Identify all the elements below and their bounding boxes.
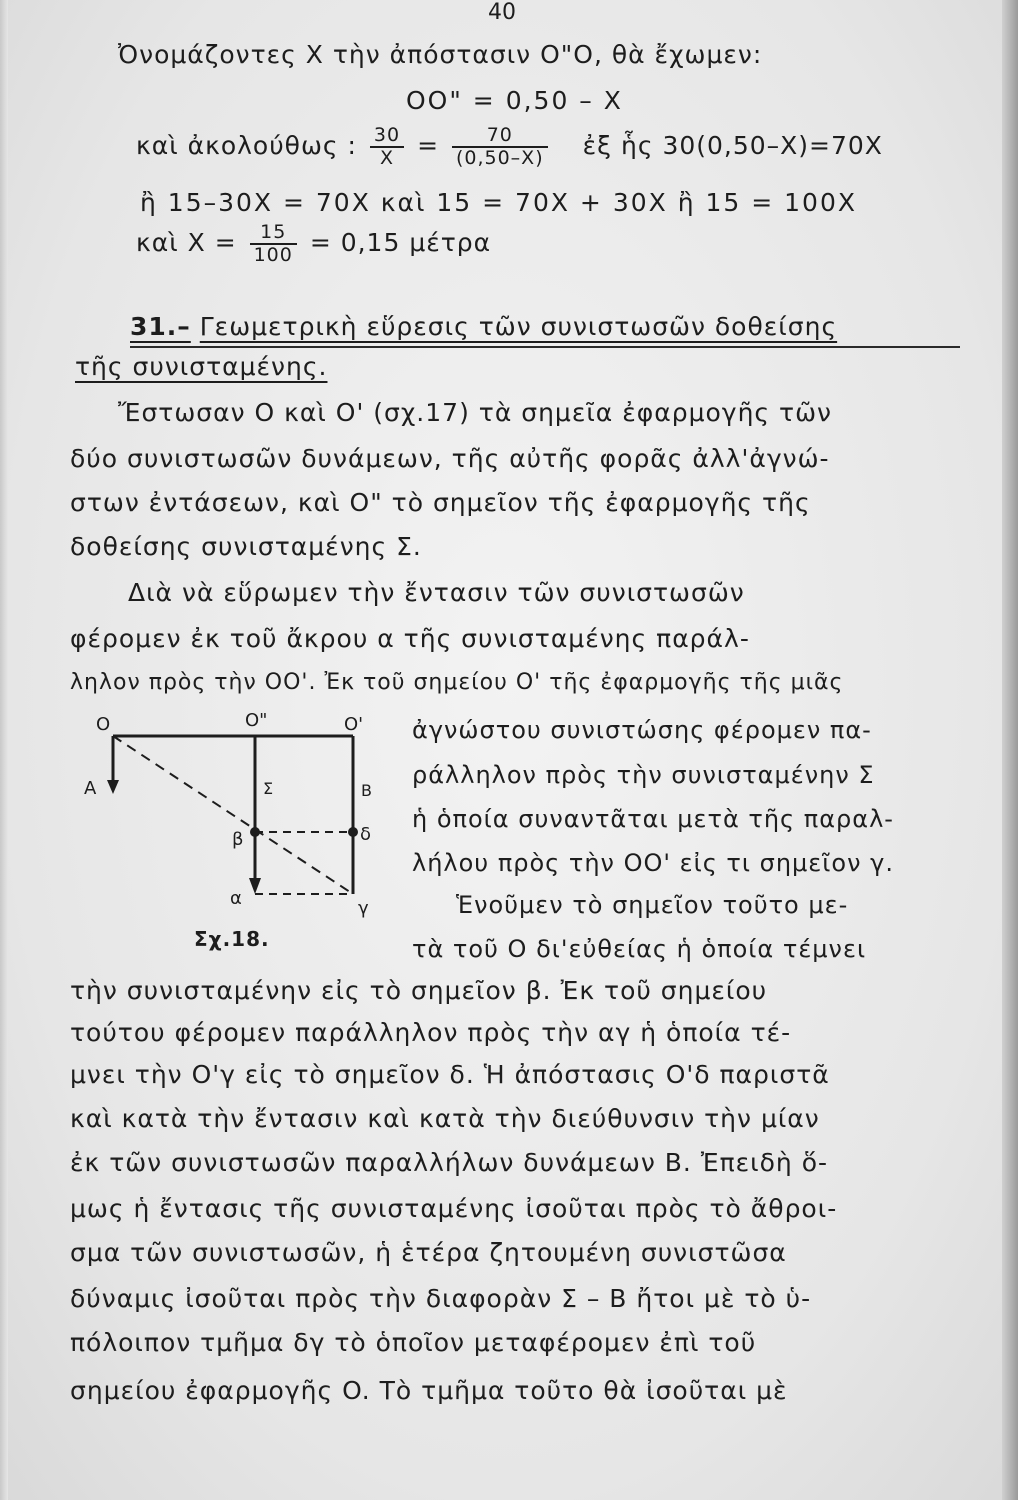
text-line: σμα τῶν συνιστωσῶν, ἡ ἑτέρα ζητουμένη συνιστῶσα bbox=[70, 1238, 787, 1267]
text-line: Διὰ νὰ εὕρωμεν τὴν ἔντασιν τῶν συνιστωσῶν bbox=[128, 578, 745, 607]
point-delta bbox=[348, 827, 358, 837]
label-beta: β bbox=[232, 829, 244, 850]
fraction bbox=[250, 222, 297, 266]
section-title-text: τῆς συνισταμένης. bbox=[75, 352, 328, 381]
fraction bbox=[452, 125, 548, 169]
text-line: ληλον πρὸς τὴν OO'. Ἐκ τοῦ σημείου O' τῆς ἐφαρμογῆς τῆς μιᾶς bbox=[70, 670, 844, 695]
text-line: στων ἐντάσεων, καὶ O" τὸ σημεῖον τῆς ἐφαρμογῆς τῆς bbox=[70, 488, 811, 517]
formula-line bbox=[136, 123, 883, 169]
label-delta: δ bbox=[360, 824, 372, 845]
label-O2: O" bbox=[245, 710, 268, 731]
page-left-edge bbox=[0, 0, 8, 1500]
text-line: σημείου ἐφαρμογῆς O. Τὸ τμῆμα τοῦτο θὰ ἰσοῦται μὲ bbox=[70, 1376, 788, 1405]
formula-text: καὶ ἀκολούθως : bbox=[136, 131, 357, 160]
formula-line: OO" = 0,50 – X bbox=[406, 86, 623, 115]
text-line: ἡ ὁποία συναντᾶται μετὰ τῆς παραλ- bbox=[412, 805, 894, 833]
heading-underline bbox=[130, 346, 960, 348]
text-line: ἀγνώστου συνιστώσης φέρομεν πα- bbox=[412, 716, 872, 744]
formula-line: ἢ 15–30X = 70X καὶ 15 = 70X + 30X ἢ 15 = 100X bbox=[140, 188, 857, 217]
text-line: Ὀνομάζοντες X τὴν ἀπόστασιν O"O, θὰ ἔχωμεν: bbox=[118, 40, 763, 69]
text-line: τούτου φέρομεν παράλληλον πρὸς τὴν αγ ἡ ὁποία τέ- bbox=[70, 1018, 792, 1047]
fraction-numerator: 70 bbox=[452, 125, 548, 148]
text-line: ράλληλον πρὸς τὴν συνισταμένην Σ bbox=[412, 761, 875, 789]
label-O: O bbox=[96, 714, 111, 735]
section-heading bbox=[130, 312, 837, 342]
force-A-arrowhead bbox=[107, 780, 119, 794]
text-line: πόλοιπον τμῆμα δγ τὸ ὁποῖον μεταφέρομεν ἐπὶ τοῦ bbox=[70, 1328, 757, 1357]
text-line: ἐκ τῶν συνιστωσῶν παραλλήλων δυνάμεων B. Ἐπειδὴ ὅ- bbox=[70, 1148, 829, 1177]
text-line: δοθείσης συνισταμένης Σ. bbox=[70, 532, 422, 561]
figure-caption: Σχ.18. bbox=[194, 927, 270, 951]
label-gamma: γ bbox=[358, 898, 369, 919]
text-line: λήλου πρὸς τὴν OO' εἰς τι σημεῖον γ. bbox=[412, 849, 894, 877]
text-line: δύο συνιστωσῶν δυνάμεων, τῆς αὐτῆς φορᾶς ἀλλ'ἀγνώ- bbox=[70, 444, 830, 473]
fraction-numerator: 15 bbox=[250, 222, 297, 245]
fraction bbox=[370, 125, 404, 169]
section-number: 31.– bbox=[130, 312, 191, 341]
text-line: καὶ κατὰ τὴν ἔντασιν καὶ κατὰ τὴν διεύθυνσιν τὴν μίαν bbox=[70, 1104, 820, 1133]
label-alpha: α bbox=[230, 888, 242, 909]
formula-text: καὶ X = bbox=[136, 228, 237, 257]
label-sigma: Σ bbox=[263, 779, 274, 798]
text-line: Ἑνοῦμεν τὸ σημεῖον τοῦτο με- bbox=[456, 891, 849, 919]
text-line: μως ἡ ἔντασις τῆς συνισταμένης ἰσοῦται πρὸς τὸ ἄθροι- bbox=[70, 1194, 838, 1223]
text-line: τὰ τοῦ O δι'εὐθείας ἡ ὁποία τέμνει bbox=[412, 935, 867, 963]
label-A: A bbox=[84, 778, 97, 799]
text-line: Ἔστωσαν O καὶ O' (σχ.17) τὰ σημεῖα ἐφαρμογῆς τῶν bbox=[118, 398, 833, 427]
figure-18-diagram bbox=[70, 700, 400, 960]
page-number: 40 bbox=[488, 0, 516, 25]
text-line: φέρομεν ἐκ τοῦ ἄκρου α τῆς συνισταμένης παράλ- bbox=[70, 624, 750, 653]
text-line: τὴν συνισταμένην εἰς τὸ σημεῖον β. Ἐκ τοῦ σημείου bbox=[70, 976, 768, 1005]
label-O1: O' bbox=[344, 714, 364, 735]
fraction-denominator: (0,50–X) bbox=[455, 147, 544, 169]
fraction-numerator: 30 bbox=[370, 125, 404, 148]
formula-text: = 0,15 μέτρα bbox=[309, 228, 492, 257]
point-beta bbox=[250, 827, 260, 837]
section-title-line2 bbox=[75, 352, 327, 382]
fraction-denominator: 100 bbox=[253, 244, 293, 266]
section-title-line1: Γεωμετρικὴ εὕρεσις τῶν συνιστωσῶν δοθείσης bbox=[199, 312, 838, 341]
formula-text: ἐξ ἧς 30(0,50–X)=70X bbox=[582, 131, 883, 160]
formula-text: = bbox=[417, 131, 440, 160]
fraction-denominator: X bbox=[380, 147, 395, 169]
line-O-gamma bbox=[113, 736, 353, 894]
page-right-edge bbox=[1002, 0, 1018, 1500]
text-line: δύναμις ἰσοῦται πρὸς τὴν διαφορὰν Σ – B ἤτοι μὲ τὸ ὑ- bbox=[70, 1284, 812, 1313]
label-B: B bbox=[361, 781, 372, 800]
formula-line bbox=[136, 220, 491, 266]
text-line: μνει τὴν O'γ εἰς τὸ σημεῖον δ. Ἡ ἀπόστασις O'δ παριστᾶ bbox=[70, 1060, 830, 1089]
